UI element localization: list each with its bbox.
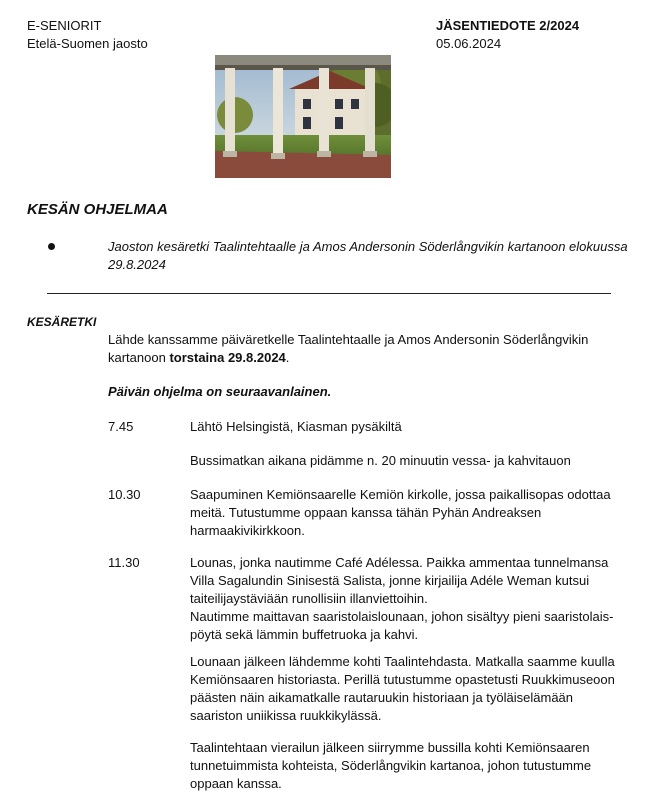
schedule-text: Lounaan jälkeen lähdemme kohti Taalintehdasta. Matkalla saamme kuulla Kemiönsaaren historiasta. Perillä tutustumme opastetusti Ruukkimuseoon päästen näin aikamatkalle rautaruukin historiaan ja työläiselämään saariston uniikissa ruukkikylässä. [190,654,615,723]
header-right [436,17,579,53]
program-title: KESÄN OHJELMAA [27,201,168,218]
schedule-text: Saapuminen Kemiönsaarelle Kemiön kirkolle, jossa paikallisopas odottaa meitä. Tutustumme oppaan kanssa tähän Pyhän Andreaksen harmaakivikirkkoon. [190,487,611,538]
schedule-time: 10.30 [108,487,141,502]
org-name: E-SENIORIT [27,18,102,33]
section-name: Etelä-Suomen jaosto [27,36,148,51]
schedule-text: Nautimme maittavan saaristolaislounaan, johon sisältyy pieni saaristolais-pöytä sekä lämmin buffetruoka ja kahvi. [190,609,614,642]
trip-label: KESÄRETKI [27,315,97,329]
divider [47,293,611,294]
schedule-time: 7.45 [108,419,134,434]
manor-photo [215,55,391,178]
schedule-text: Taalintehtaan vierailun jälkeen siirrymme bussilla kohti Kemiönsaaren tunnetuimmista kohteista, Söderlångvikin kartanoa, johon tutustumme oppaan kanssa. [190,740,592,791]
schedule-item [190,418,620,436]
schedule-item [190,452,620,470]
intro-end: . [285,350,290,365]
schedule-item [190,554,620,644]
schedule-time: 11.30 [108,555,140,570]
schedule-text: Lounas, jonka nautimme Café Adélessa. Paikka ammentaa tunnelmansa Villa Sagalundin Sinisestä Salista, jonne kirjailija Adéle Weman kutsui taiteilijaystäviään runollisiin illanviettoihin. [190,555,609,606]
newsletter-date: 05.06.2024 [436,36,502,51]
newsletter-title: JÄSENTIEDOTE 2/2024 [436,18,580,33]
header-left [27,17,148,53]
schedule-text: Lähtö Helsingistä, Kiasman pysäkiltä [190,419,402,434]
schedule-item [190,739,620,793]
schedule-item [190,653,620,725]
intro-date: torstaina 29.8.2024 [169,350,286,365]
bullet-icon [48,243,55,250]
trip-intro [108,331,628,367]
intro-text: Lähde kanssamme päiväretkelle Taalintehtaalle ja Amos Andersonin Söderlångvikin kartanoon [108,332,589,365]
program-bullet: Jaoston kesäretki Taalintehtaalle ja Amos Andersonin Söderlångvikin kartanoon elokuussa 29.8.2024 [108,239,628,272]
schedule-item [190,486,620,540]
schedule-text: Bussimatkan aikana pidämme n. 20 minuutin vessa- ja kahvitauon [190,453,571,468]
schedule-heading: Päivän ohjelma on seuraavanlainen. [108,384,332,399]
